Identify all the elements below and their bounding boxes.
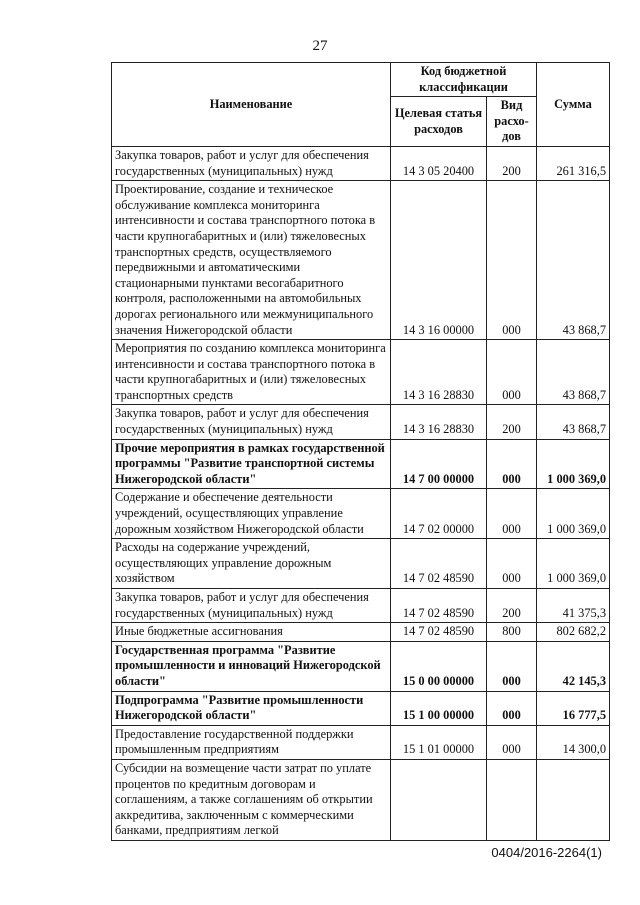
row-sum: 16 777,5 <box>537 691 610 725</box>
row-name: Содержание и обеспечение деятельности учреждений, осуществляющих управление дорожным хозяйством Нижегородской области <box>112 489 391 539</box>
header-name: Наименование <box>112 63 391 147</box>
row-sum: 1 000 369,0 <box>537 439 610 489</box>
row-name: Прочие мероприятия в рамках государственной программы "Развитие транспортной системы Нижегородской области" <box>112 439 391 489</box>
row-sum: 43 868,7 <box>537 340 610 405</box>
table-row <box>112 589 610 623</box>
row-name: Закупка товаров, работ и услуг для обеспечения государственных (муниципальных) нужд <box>112 589 391 623</box>
row-code: 14 7 02 48590 <box>391 539 487 589</box>
row-name: Проектирование, создание и техническое обслуживание комплекса мониторинга интенсивности и состава транспортного потока в части крупногабаритных и (или) тяжеловесных транспортных средств, осуществляемого передвижными и автоматическими стационарными пунктами весогабаритного контроля, расположенными на автомобильных дорогах регионального или межмуниципального значения Нижегородской области <box>112 181 391 340</box>
row-sum: 802 682,2 <box>537 623 610 642</box>
row-type: 800 <box>487 623 537 642</box>
row-code: 14 3 16 00000 <box>391 181 487 340</box>
row-sum: 14 300,0 <box>537 725 610 759</box>
row-sum: 42 145,3 <box>537 641 610 691</box>
document-code: 0404/2016-2264(1) <box>491 845 602 860</box>
row-type <box>487 759 537 840</box>
row-sum <box>537 759 610 840</box>
row-name: Субсидии на возмещение части затрат по уплате процентов по кредитным договорам и соглашениям, а также соглашениям об открытии аккредитива, заключенным с коммерческими банками, предприятиям легкой <box>112 759 391 840</box>
table-row <box>112 725 610 759</box>
row-sum: 261 316,5 <box>537 146 610 180</box>
row-code: 14 7 02 00000 <box>391 489 487 539</box>
row-code: 14 3 16 28830 <box>391 340 487 405</box>
row-name: Закупка товаров, работ и услуг для обеспечения государственных (муниципальных) нужд <box>112 405 391 439</box>
table-row <box>112 439 610 489</box>
row-code: 14 3 16 28830 <box>391 405 487 439</box>
row-name: Иные бюджетные ассигнования <box>112 623 391 642</box>
table-row <box>112 641 610 691</box>
header-code-group: Код бюджетной классификации <box>391 63 537 97</box>
budget-table <box>111 62 610 841</box>
header-target: Целевая статья расходов <box>391 97 487 147</box>
table-row <box>112 489 610 539</box>
row-type: 000 <box>487 181 537 340</box>
page-number: 27 <box>312 38 328 54</box>
header-type: Вид расхо-дов <box>487 97 537 147</box>
table-row <box>112 146 610 180</box>
row-type: 200 <box>487 146 537 180</box>
row-type: 200 <box>487 589 537 623</box>
row-type: 000 <box>487 489 537 539</box>
table-row <box>112 539 610 589</box>
table-header <box>112 63 610 147</box>
row-code <box>391 759 487 840</box>
row-code: 14 7 02 48590 <box>391 589 487 623</box>
row-type: 200 <box>487 405 537 439</box>
row-type: 000 <box>487 439 537 489</box>
row-code: 15 0 00 00000 <box>391 641 487 691</box>
row-type: 000 <box>487 691 537 725</box>
row-name: Государственная программа "Развитие промышленности и инноваций Нижегородской области" <box>112 641 391 691</box>
row-sum: 1 000 369,0 <box>537 539 610 589</box>
table-row <box>112 405 610 439</box>
header-sum: Сумма <box>537 63 610 147</box>
table-row <box>112 691 610 725</box>
row-name: Закупка товаров, работ и услуг для обеспечения государственных (муниципальных) нужд <box>112 146 391 180</box>
row-name: Мероприятия по созданию комплекса мониторинга интенсивности и состава транспортного потока в части крупногабаритных и (или) тяжеловесных транспортных средств <box>112 340 391 405</box>
table-row <box>112 759 610 840</box>
row-sum: 41 375,3 <box>537 589 610 623</box>
row-code: 14 7 00 00000 <box>391 439 487 489</box>
row-sum: 1 000 369,0 <box>537 489 610 539</box>
row-sum: 43 868,7 <box>537 181 610 340</box>
row-name: Подпрограмма "Развитие промышленности Нижегородской области" <box>112 691 391 725</box>
row-type: 000 <box>487 340 537 405</box>
row-code: 15 1 00 00000 <box>391 691 487 725</box>
row-type: 000 <box>487 539 537 589</box>
row-sum: 43 868,7 <box>537 405 610 439</box>
table-body <box>112 146 610 840</box>
row-code: 14 7 02 48590 <box>391 623 487 642</box>
row-name: Расходы на содержание учреждений, осуществляющих управление дорожным хозяйством <box>112 539 391 589</box>
table-row <box>112 340 610 405</box>
row-name: Предоставление государственной поддержки промышленным предприятиям <box>112 725 391 759</box>
table-row <box>112 181 610 340</box>
row-code: 14 3 05 20400 <box>391 146 487 180</box>
row-code: 15 1 01 00000 <box>391 725 487 759</box>
table-row <box>112 623 610 642</box>
row-type: 000 <box>487 641 537 691</box>
row-type: 000 <box>487 725 537 759</box>
